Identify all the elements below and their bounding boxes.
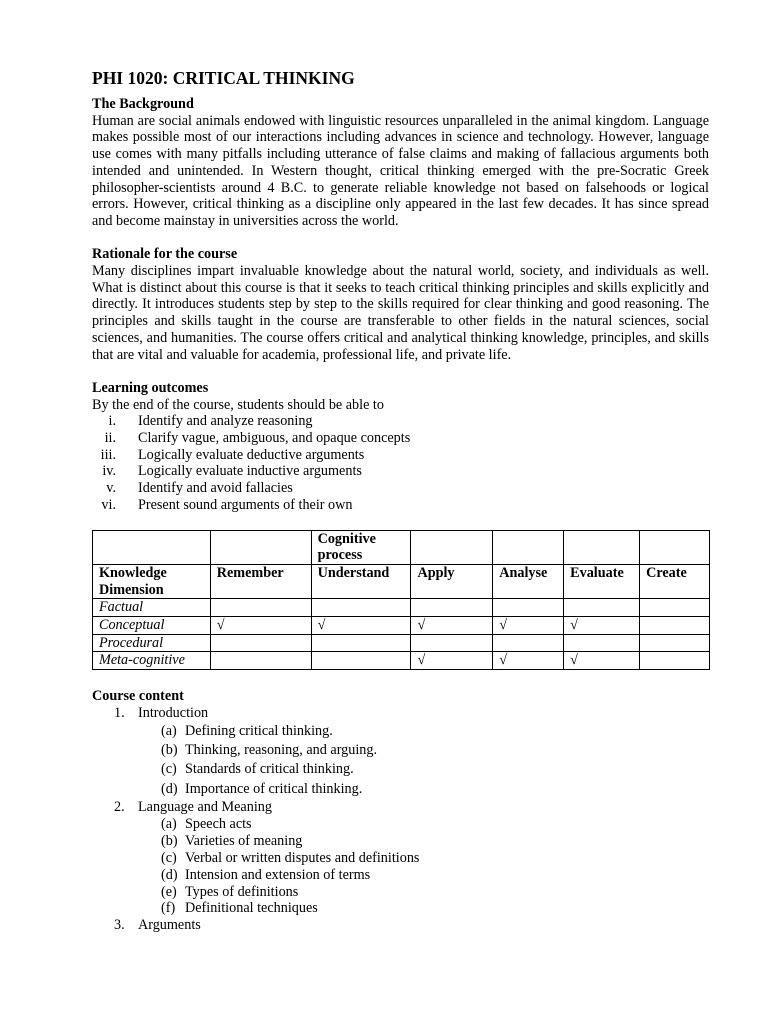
list-item: (e) Types of definitions (161, 883, 299, 900)
check-mark: √ (493, 617, 564, 635)
check-mark: √ (411, 617, 493, 635)
outcome-item: ii. Clarify vague, ambiguous, and opaque concepts (104, 430, 411, 447)
row-label: Factual (93, 599, 211, 617)
list-item: (a) Speech acts (161, 815, 252, 832)
course-content (92, 688, 709, 934)
list-item: (d) Importance of critical thinking. (161, 780, 363, 797)
content-heading: Course content (92, 688, 184, 705)
check-mark: √ (411, 652, 493, 670)
page-title: PHI 1020: CRITICAL THINKING (92, 68, 355, 88)
cognitive-process-header: Cognitive process (311, 530, 411, 564)
header-remember: Remember (210, 564, 311, 598)
rationale-text: Many disciplines impart invaluable knowledge about the natural world, society, and individuals as well. What is distinct about this course is that it seeks to teach critical thinking principles and skills explicitly and directly. It introduces students step by step to the skills required for clear thinking and good reasoning. The principles and skills taught in the course are transferable to other fields in the natural sciences, social sciences, and humanities. The course offers critical and analytical thinking knowledge, principles, and skills that are vital and valuable for academia, professional life, and private life. (92, 263, 709, 363)
list-item: (b) Varieties of meaning (161, 832, 303, 849)
header-knowledge-dimension: Knowledge Dimension (93, 564, 211, 598)
outcomes-intro: By the end of the course, students should be able to (92, 396, 384, 413)
outcome-item: iv. Logically evaluate inductive arguments (102, 463, 362, 480)
list-item: (c) Standards of critical thinking. (161, 761, 354, 778)
outcomes-list (92, 413, 709, 513)
document-page (92, 68, 709, 934)
header-analyse: Analyse (493, 564, 564, 598)
list-item: (d) Intension and extension of terms (161, 866, 371, 883)
header-apply: Apply (411, 564, 493, 598)
row-label: Procedural (93, 634, 211, 652)
background-text: Human are social animals endowed with linguistic resources unparalleled in the animal kingdom. Language makes possible most of our interactions including advances in science and technology. However, language use comes with many pitfalls including utterance of false claims and making of fallacious arguments both intended and unintended. In Western thought, critical thinking emerged with the pre-Socratic Greek philosopher-scientists around 4 B.C. to generate reliable knowledge not based on falsehoods or logical errors. However, critical thinking as a discipline only appeared in the last few decades. It has since spread and become mainstay in universities across the world. (92, 112, 709, 229)
header-evaluate: Evaluate (564, 564, 640, 598)
outcome-item: i. Identify and analyze reasoning (108, 413, 313, 430)
outcome-item: v. Identify and avoid fallacies (106, 480, 293, 497)
check-mark: √ (210, 617, 311, 635)
header-create: Create (640, 564, 710, 598)
table-row (93, 599, 710, 617)
check-mark: √ (564, 617, 640, 635)
list-item: (a) Defining critical thinking. (161, 722, 333, 739)
outcome-item: vi. Present sound arguments of their own (101, 496, 353, 513)
outcomes-heading: Learning outcomes (92, 379, 209, 396)
cognitive-process-table (92, 530, 710, 671)
table-row (93, 634, 710, 652)
check-mark: √ (311, 617, 411, 635)
rationale-heading: Rationale for the course (92, 246, 238, 263)
check-mark: √ (493, 652, 564, 670)
unit-title: 2. Language and Meaning (114, 799, 272, 816)
list-item: (f) Definitional techniques (161, 900, 318, 917)
header-understand: Understand (311, 564, 411, 598)
row-label: Meta-cognitive (93, 652, 211, 670)
background-heading: The Background (92, 96, 194, 112)
outcome-item: iii. Logically evaluate deductive arguments (100, 446, 365, 463)
table-row (93, 652, 710, 670)
check-mark: √ (564, 652, 640, 670)
unit-title: 3. Arguments (114, 917, 201, 934)
row-label: Conceptual (93, 617, 211, 635)
unit-title: 1. Introduction (114, 704, 209, 721)
list-item: (c) Verbal or written disputes and definitions (161, 849, 420, 866)
list-item: (b) Thinking, reasoning, and arguing. (161, 741, 378, 758)
table-row (93, 617, 710, 635)
